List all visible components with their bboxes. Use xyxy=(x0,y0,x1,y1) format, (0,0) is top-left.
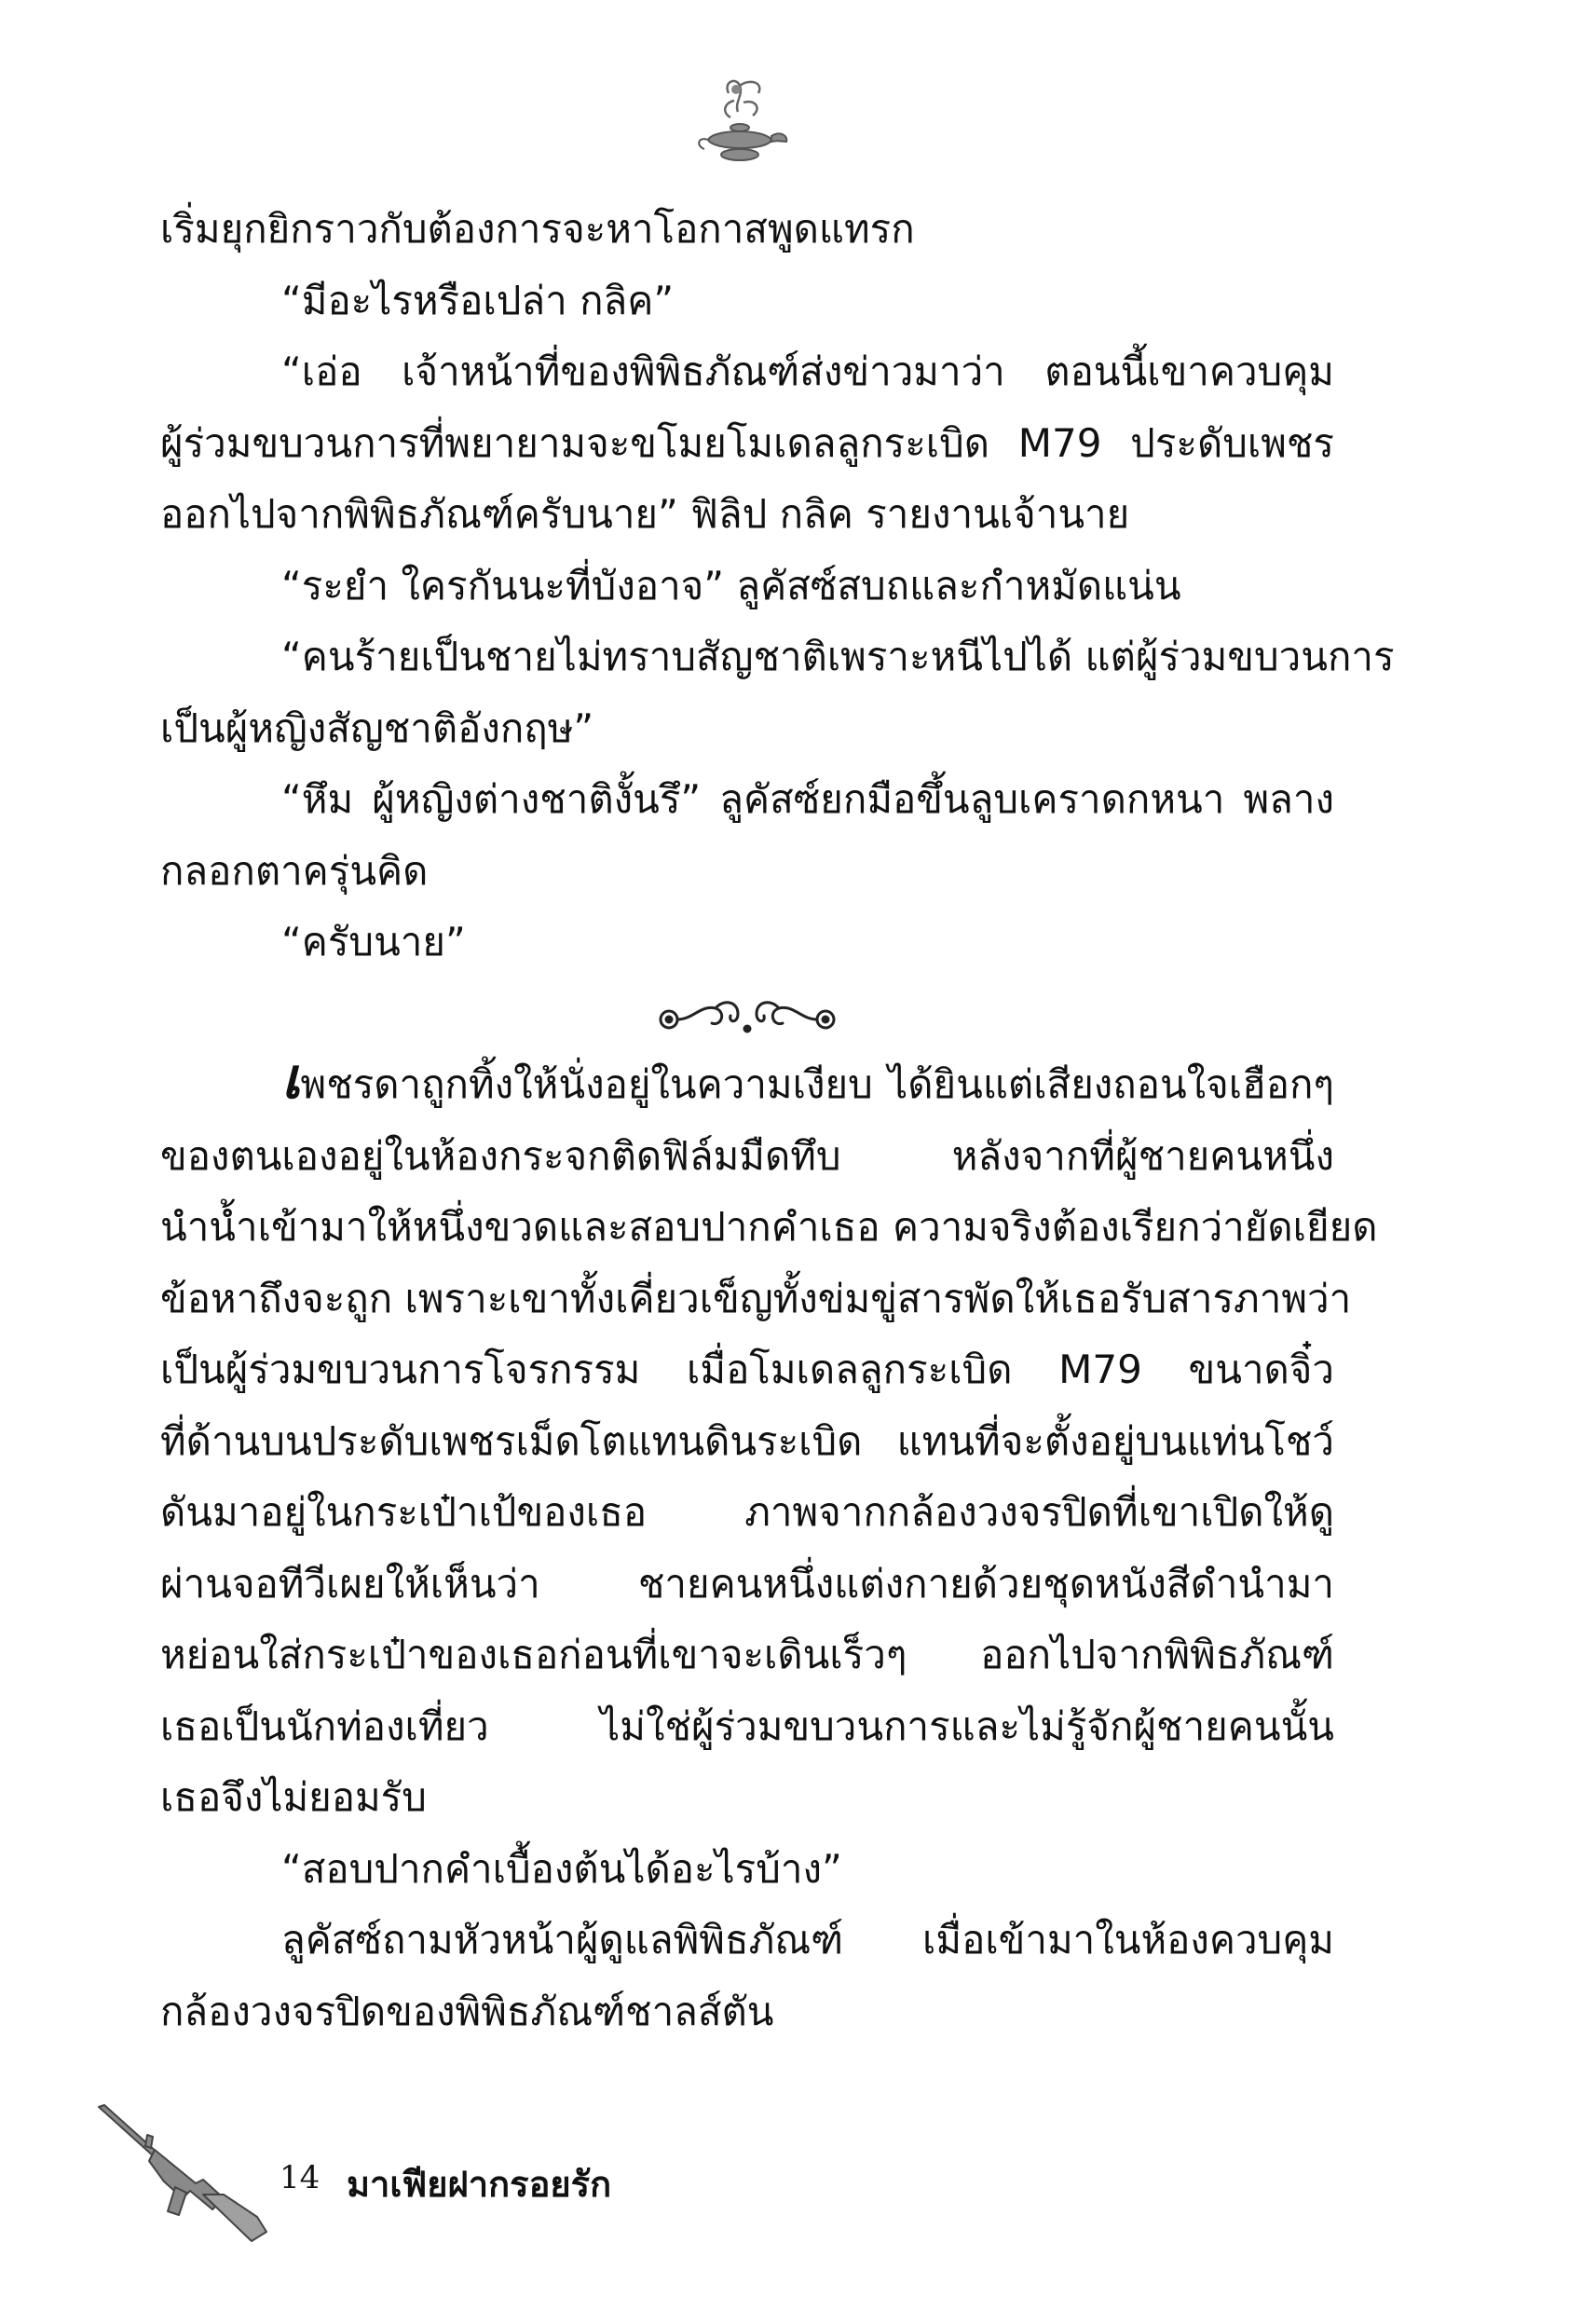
text-line: เป็นผู้หญิงสัญชาติอังกฤษ” xyxy=(160,704,594,751)
text-line: กล้องวงจรปิดของพิพิธภัณฑ์ชาลส์ตัน xyxy=(160,1988,774,2034)
text-line: เธอเป็นนักท่องเที่ยว ไม่ใช่ผู้ร่วมขบวนการและไม่รู้จักผู้ชายคนนั้น xyxy=(160,1702,1334,1749)
dialogue-line: “หึม ผู้หญิงต่างชาติงั้นรึ” ลูคัสซ์ยกมือขึ้นลูบเคราดกหนา พลาง xyxy=(281,776,1334,822)
rifle-icon xyxy=(93,2101,270,2250)
section-divider xyxy=(160,978,1334,1050)
text-line: ออกไปจากพิพิธภัณฑ์ครับนาย” ฟิลิป กลิค รายงานเจ้านาย xyxy=(160,491,1130,537)
text-line: ดันมาอยู่ในกระเป๋าเป้ของเธอ ภาพจากกล้องวงจรปิดที่เขาเปิดให้ดู xyxy=(160,1489,1334,1535)
dialogue-line: “สอบปากคำเบื้องต้นได้อะไรบ้าง” xyxy=(281,1845,842,1892)
dialogue-line: “เอ่อ เจ้าหน้าที่ของพิพิธภัณฑ์ส่งข่าวมาว่า ตอนนี้เขาควบคุม xyxy=(281,349,1334,394)
text-line: เธอจึงไม่ยอมรับ xyxy=(160,1774,427,1820)
text-line: หย่อนใส่กระเป๋าของเธอก่อนที่เขาจะเดินเร็วๆ ออกไปจากพิพิธภัณฑ์ xyxy=(160,1632,1334,1677)
text-line: ผู้ร่วมขบวนการที่พยายามจะขโมยโมเดลลูกระเบิด M79 ประดับเพชร xyxy=(160,419,1334,466)
text-line: เริ่มยุกยิกราวกับต้องการจะหาโอกาสพูดแทรก xyxy=(160,206,915,252)
book-title: มาเฟียฝากรอยรัก xyxy=(347,2164,612,2205)
text-line: ลูคัสซ์ถามหัวหน้าผู้ดูแลพิพิธภัณฑ์ เมื่อเข้ามาในห้องควบคุม xyxy=(281,1917,1334,1962)
text-line: เป็นผู้ร่วมขบวนการโจรกรรม เมื่อโมเดลลูกระเบิด M79 ขนาดจิ๋ว xyxy=(160,1347,1334,1392)
dialogue-line: “ครับนาย” xyxy=(281,919,466,964)
dialogue-line: “คนร้ายเป็นชายไม่ทราบสัญชาติเพราะหนีไปได้ แต่ผู้ร่วมขบวนการ xyxy=(281,634,1395,679)
drop-cap: เ xyxy=(281,1046,301,1112)
text-line: ผ่านจอทีวีเผยให้เห็นว่า ชายคนหนึ่งแต่งกายด้วยชุดหนังสีดำนำมา xyxy=(160,1560,1334,1607)
text-line: ข้อหาถึงจะถูก เพราะเขาทั้งเคี่ยวเข็ญทั้งข่มขู่สารพัดให้เธอรับสารภาพว่า xyxy=(160,1275,1352,1321)
text-line: ที่ด้านบนประดับเพชรเม็ดโตแทนดินระเบิด แทนที่จะตั้งอยู่บนแท่นโชว์ xyxy=(160,1417,1334,1464)
text-line: กลอกตาครุ่นคิด xyxy=(160,847,429,894)
genie-lamp-ornament-icon xyxy=(689,75,792,177)
page-number: 14 xyxy=(280,2159,321,2196)
text-line: นำน้ำเข้ามาให้หนึ่งขวดและสอบปากคำเธอ ความจริงต้องเรียกว่ายัดเยียด xyxy=(160,1204,1378,1250)
dialogue-line: “มีอะไรหรือเปล่า กลิค” xyxy=(281,277,675,323)
text-line: ของตนเองอยู่ในห้องกระจกติดฟิล์มมืดทึบ หลังจากที่ผู้ชายคนหนึ่ง xyxy=(160,1132,1334,1179)
page-footer xyxy=(93,2101,745,2250)
dialogue-line: “ระยำ ใครกันนะที่บังอาจ” ลูคัสซ์สบถและกำหมัดแน่น xyxy=(281,562,1181,609)
text-line-with-dropcap xyxy=(160,1046,1334,1121)
flourish-divider-icon xyxy=(656,991,839,1044)
text-fragment: พชรดาถูกทิ้งให้นั่งอยู่ในความเงียบ ได้ยินแต่เสียงถอนใจเฮือกๆ xyxy=(300,1061,1334,1107)
body-text xyxy=(160,194,1395,2047)
